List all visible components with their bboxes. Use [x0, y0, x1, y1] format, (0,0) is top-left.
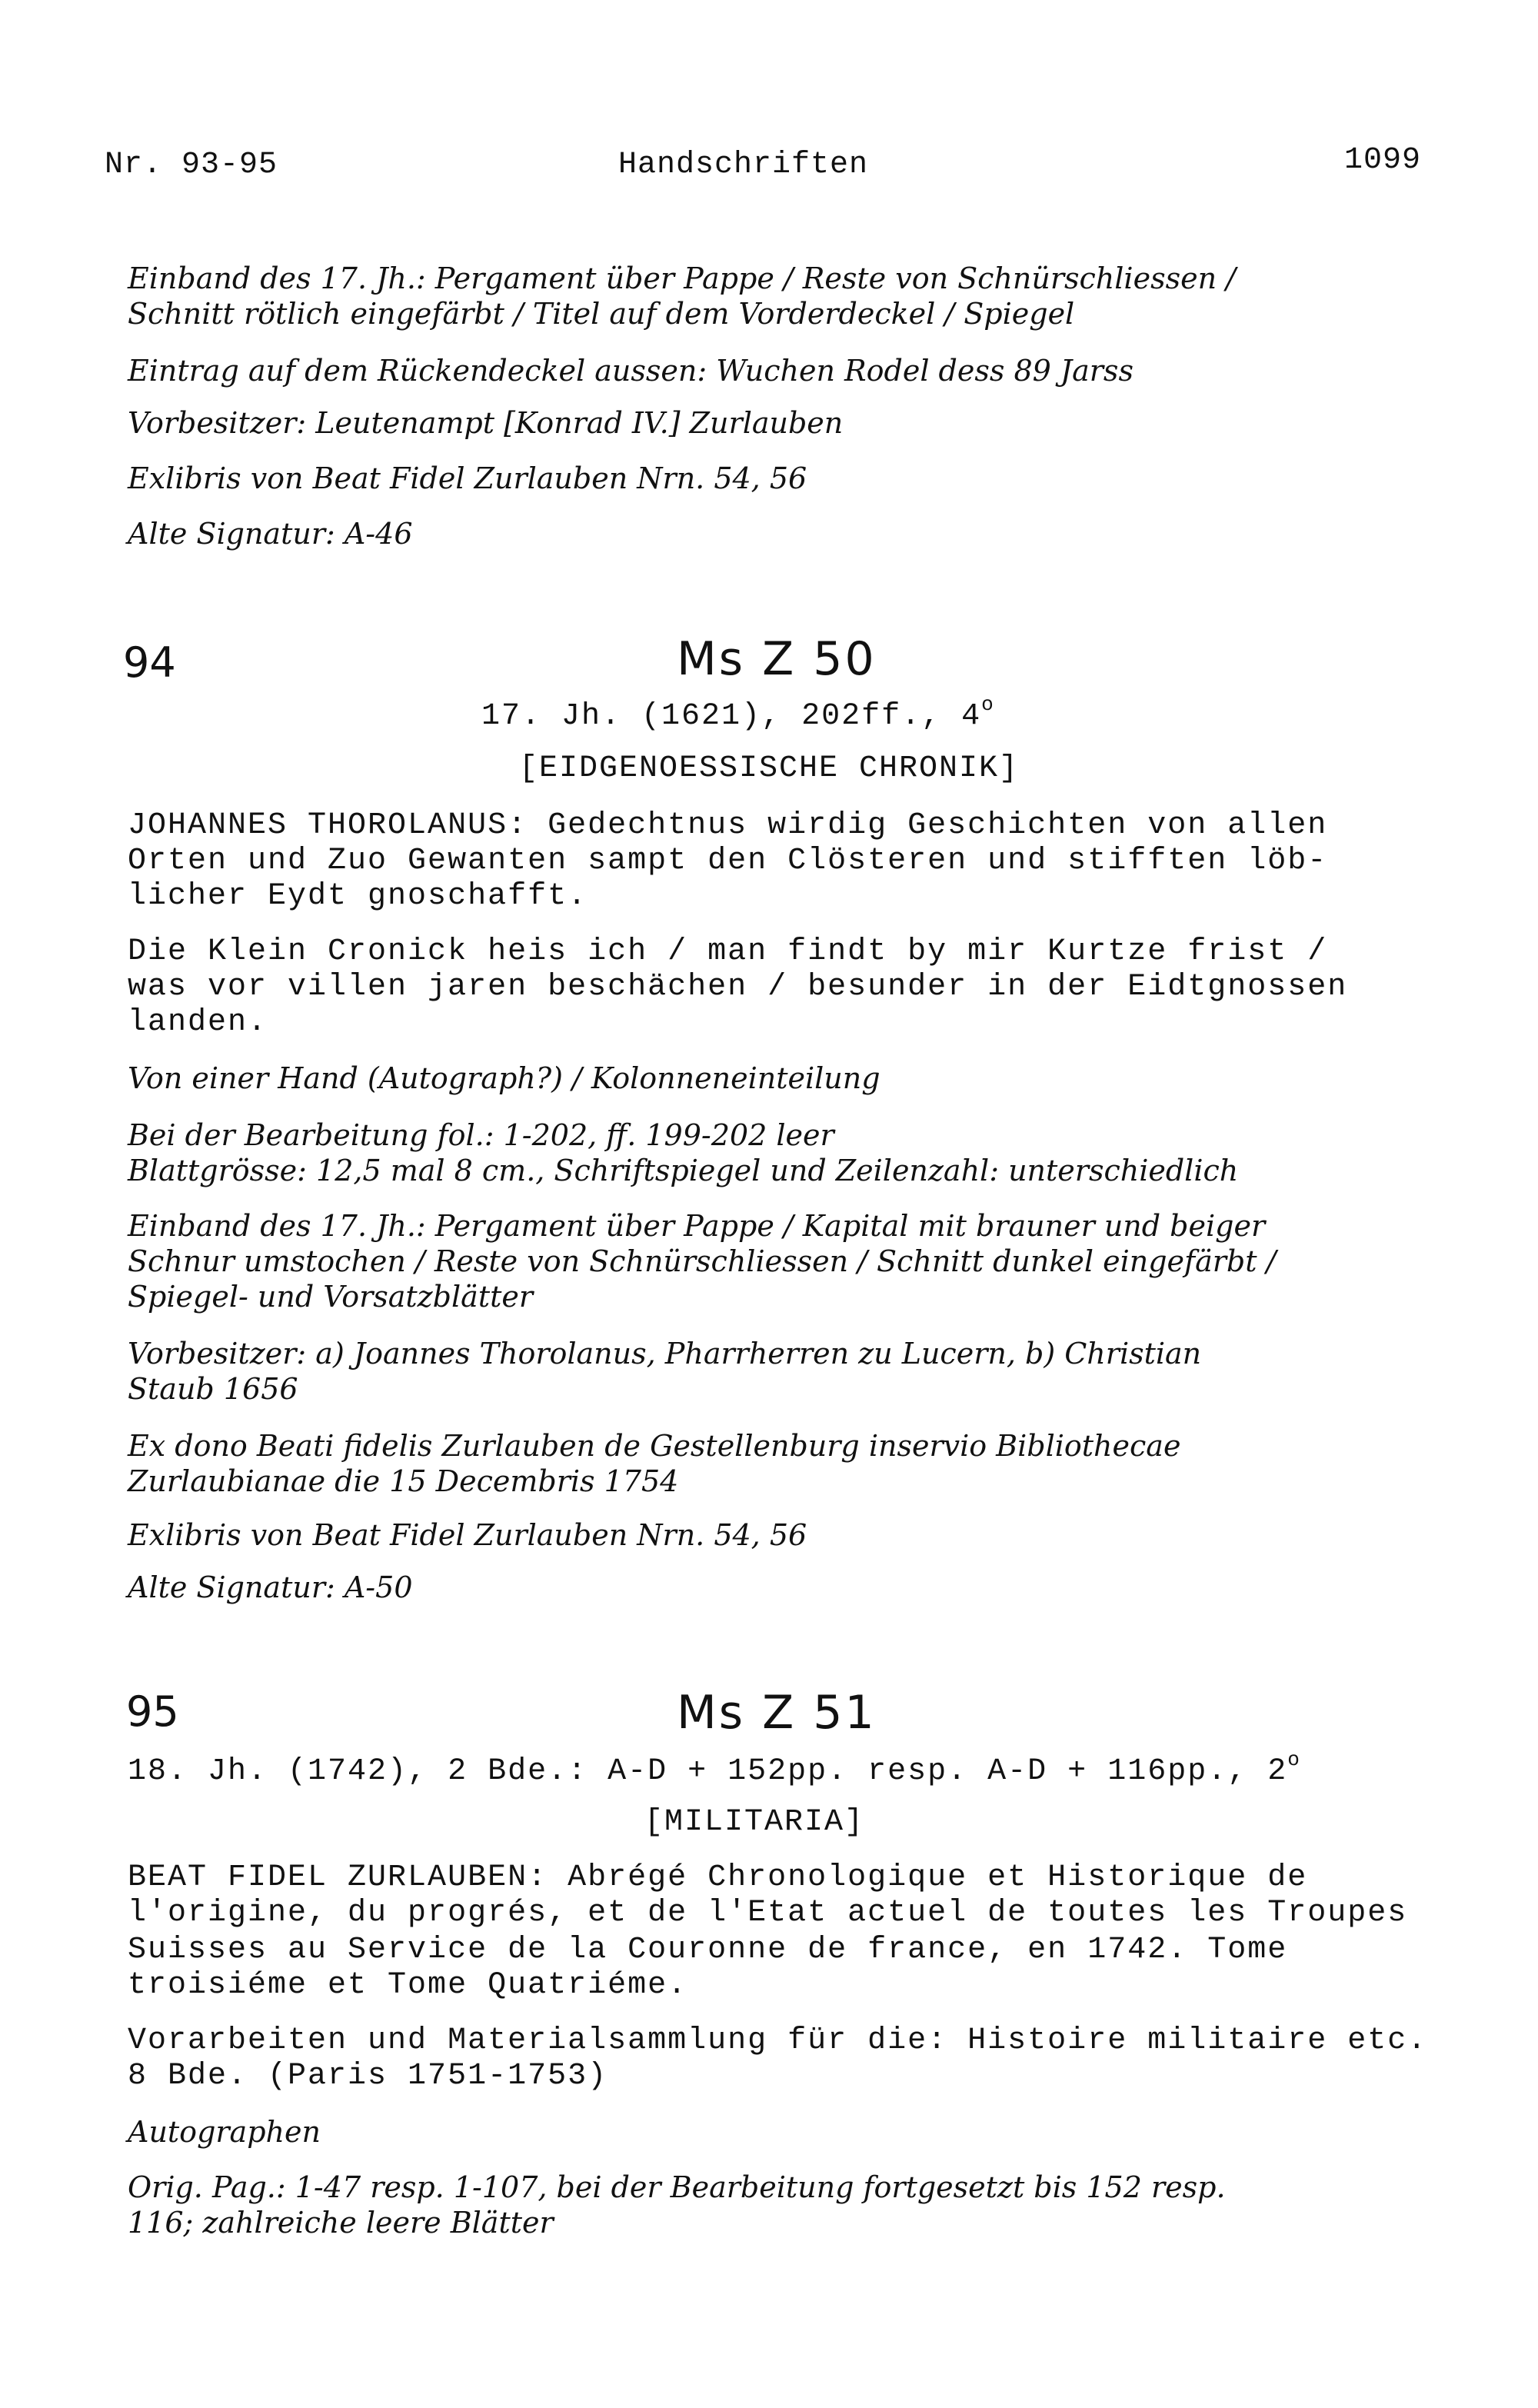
- title-line-2: l'origine, du progrés, et de l'Etat actuel de toutes les Troupes: [128, 1896, 1408, 1930]
- exlibris-line: Exlibris von Beat Fidel Zurlauben Nrn. 54, 56: [128, 461, 807, 495]
- verse-line-1: Die Klein Cronick heis ich / man findt by mir Kurtze frist /: [128, 934, 1328, 969]
- pagination-line-1: Orig. Pag.: 1-47 resp. 1-107, bei der Bearbeitung fortgesetzt bis 152 resp.: [128, 2170, 1226, 2204]
- autographen-line: Autographen: [128, 2115, 321, 2149]
- einband-line-1: Einband des 17. Jh.: Pergament über Pappe / Kapital mit brauner und beiger: [128, 1209, 1266, 1243]
- date-line: [481, 693, 995, 735]
- shelfmark: Ms Z 51: [677, 1686, 877, 1740]
- einband-line-2: Schnitt rötlich eingefärbt / Titel auf dem Vorderdeckel / Spiegel: [128, 297, 1075, 331]
- title-line-1: JOHANNES THOROLANUS: Gedechtnus wirdig Geschichten von allen: [128, 808, 1328, 843]
- entry-number: 95: [126, 1687, 179, 1736]
- date-text: 18. Jh. (1742), 2 Bde.: A-D + 152pp. resp. A-D + 116pp., 2: [128, 1754, 1288, 1789]
- exlibris-line: Exlibris von Beat Fidel Zurlauben Nrn. 54, 56: [128, 1518, 807, 1552]
- bearbeitung-line-1: Bei der Bearbeitung fol.: 1-202, ff. 199-202 leer: [128, 1118, 834, 1152]
- vorbesitzer-line-2: Staub 1656: [128, 1372, 298, 1406]
- signatur-line: Alte Signatur: A-46: [128, 517, 413, 551]
- einband-line-1: Einband des 17. Jh.: Pergament über Pappe / Reste von Schnürschliessen /: [128, 261, 1236, 295]
- hand-line: Von einer Hand (Autograph?) / Kolonneneinteilung: [128, 1061, 881, 1095]
- einband-line-3: Spiegel- und Vorsatzblätter: [128, 1280, 534, 1314]
- title-line-4: troisiéme et Tome Quatriéme.: [128, 1968, 688, 2003]
- format-degree: o: [1287, 1748, 1301, 1771]
- running-header-title: Handschriften: [618, 148, 869, 182]
- signatur-line: Alte Signatur: A-50: [128, 1570, 413, 1604]
- einband-line-2: Schnur umstochen / Reste von Schnürschliessen / Schnitt dunkel eingefärbt /: [128, 1244, 1277, 1278]
- shelfmark: Ms Z 50: [677, 632, 877, 686]
- subject-heading: [EIDGENOESSISCHE CHRONIK]: [518, 751, 1020, 786]
- vorbesitzer-line: Vorbesitzer: Leutenampt [Konrad IV.] Zurlauben: [128, 406, 844, 440]
- title-line-3: Suisses au Service de la Couronne de france, en 1742. Tome: [128, 1933, 1288, 1967]
- page-number: 1099: [1344, 143, 1422, 178]
- eintrag-line: Eintrag auf dem Rückendeckel aussen: Wuchen Rodel dess 89 Jarss: [128, 354, 1134, 388]
- format-degree: o: [981, 693, 995, 716]
- vorarbeiten-line-1: Vorarbeiten und Materialsammlung für die: Histoire militaire etc.: [128, 2023, 1428, 2058]
- entry-number: 94: [123, 638, 176, 687]
- title-line-3: licher Eydt gnoschafft.: [128, 879, 588, 914]
- ex-dono-line-2: Zurlaubianae die 15 Decembris 1754: [128, 1464, 679, 1498]
- title-line-2: Orten und Zuo Gewanten sampt den Clösteren und stifften löb-: [128, 844, 1328, 878]
- title-line-1: BEAT FIDEL ZURLAUBEN: Abrégé Chronologique et Historique de: [128, 1860, 1308, 1895]
- verse-line-2: was vor villen jaren beschächen / besunder in der Eidtgnossen: [128, 970, 1348, 1004]
- date-line: [128, 1748, 1301, 1790]
- vorarbeiten-line-2: 8 Bde. (Paris 1751-1753): [128, 2059, 608, 2093]
- running-header-left: Nr. 93-95: [105, 148, 278, 182]
- pagination-line-2: 116; zahlreiche leere Blätter: [128, 2206, 554, 2240]
- date-text: 17. Jh. (1621), 202ff., 4: [481, 699, 982, 734]
- verse-line-3: landen.: [128, 1005, 268, 1040]
- ex-dono-line-1: Ex dono Beati fidelis Zurlauben de Gestellenburg inservio Bibliothecae: [128, 1429, 1181, 1463]
- bearbeitung-line-2: Blattgrösse: 12,5 mal 8 cm., Schriftspiegel und Zeilenzahl: unterschiedlich: [128, 1154, 1239, 1187]
- vorbesitzer-line-1: Vorbesitzer: a) Joannes Thorolanus, Pharrherren zu Lucern, b) Christian: [128, 1337, 1202, 1371]
- subject-heading: [MILITARIA]: [644, 1805, 865, 1840]
